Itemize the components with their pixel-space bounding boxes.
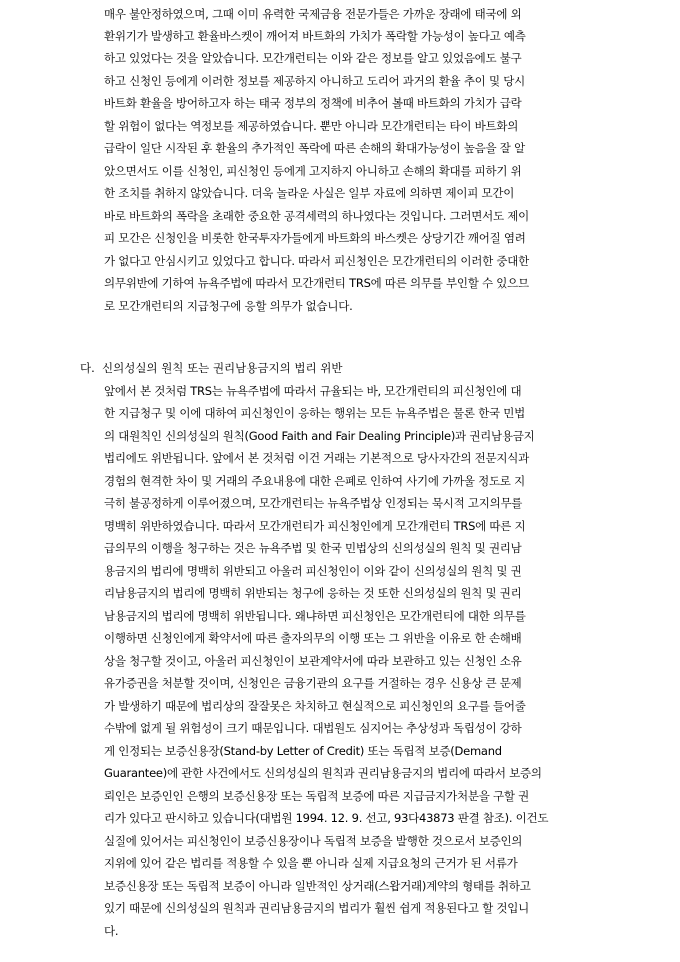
text-line: 보증신용장 또는 독립적 보증이 아니라 일반적인 상거래(스왑거래)계약의 형태를 취하고 bbox=[104, 879, 531, 893]
text-line: 극히 불공정하게 이루어졌으며, 모간개런티는 뉴욕주법상 인정되는 묵시적 고지의무를 bbox=[104, 496, 523, 510]
text-line: 한 지급청구 및 이에 대하여 피신청인이 응하는 행위는 모든 뉴욕주법은 물론 한국 민법 bbox=[104, 406, 525, 420]
text-line: 피 모간은 신청인을 비롯한 한국투자가들에게 바트화의 바스켓은 상당기간 깨어질 염려 bbox=[104, 231, 526, 245]
text-line: 법리에도 위반됩니다. 앞에서 본 것처럼 이건 거래는 기본적으로 당사자간의 전문지식과 bbox=[104, 451, 529, 465]
text-line: 남용금지의 법리에 명백히 위반됩니다. 왜냐하면 피신청인은 모간개런티에 대한 의무를 bbox=[104, 609, 526, 623]
text-line: 로 모간개런티의 지급청구에 응할 의무가 없습니다. bbox=[104, 299, 353, 313]
text-line: 할 위험이 없다는 역정보를 제공하였습니다. 뿐만 아니라 모간개런티는 타이 바트화의 bbox=[104, 119, 519, 133]
text-line: 앞에서 본 것처럼 TRS는 뉴욕주법에 따라서 규율되는 바, 모간개런티의 피신청인에 대 bbox=[104, 384, 522, 398]
text-line: 이행하면 신청인에게 확약서에 따른 출자의무의 이행 또는 그 위반을 이유로 한 손해배 bbox=[104, 631, 522, 645]
text-line: 바트화 환율을 방어하고자 하는 태국 정부의 정책에 비추어 볼때 바트화의 가치가 급락 bbox=[104, 96, 522, 110]
text-line: 수밖에 없게 될 위험성이 크기 때문입니다. 대법원도 심지어는 추상성과 독립성이 강하 bbox=[104, 721, 522, 735]
section-marker: 다. bbox=[80, 361, 95, 375]
text-line: 가 없다고 안심시키고 있었다고 합니다. 따라서 피신청인은 모간개런티의 이러한 중대한 bbox=[104, 254, 529, 268]
text-line: 명백히 위반하였습니다. 따라서 모간개런티가 피신청인에게 모간개런티 TRS에 따른 지 bbox=[104, 519, 526, 533]
text-line: 하고 있었다는 것을 알았습니다. 모간개런티는 이와 같은 정보를 알고 있었음에도 불구 bbox=[104, 51, 522, 65]
text-line: 았으면서도 이를 신청인, 피신청인 등에게 고지하지 아니하고 손해의 확대를 피하기 위 bbox=[104, 164, 522, 178]
text-line: 하고 신청인 등에게 이러한 정보를 제공하지 아니하고 도리어 과거의 환율 추이 및 당시 bbox=[104, 74, 525, 88]
text-line: 바로 바트화의 폭락을 초래한 중요한 공격세력의 하나였다는 것입니다. 그러면서도 제이 bbox=[104, 209, 529, 223]
text-line: 상을 청구할 것이고, 아울러 피신청인이 보관계약서에 따라 보관하고 있는 신청인 소유 bbox=[104, 654, 522, 668]
text-line: 게 인정되는 보증신용장(Stand-by Letter of Credit) 또는 독립적 보증(Demand bbox=[104, 744, 502, 758]
text-line: 환위기가 발생하고 환율바스켓이 깨어져 바트화의 가치가 폭락할 가능성이 높다고 예측 bbox=[104, 29, 526, 43]
text-line: 경험의 현격한 차이 및 거래의 주요내용에 대한 은폐로 인하여 사기에 가까울 정도로 지 bbox=[104, 474, 525, 488]
text-line: 유가증권을 처분할 것이며, 신청인은 금융기관의 요구를 거절하는 경우 신용상 큰 문제 bbox=[104, 676, 522, 690]
text-line: 리남용금지의 법리에 명백히 위반되는 청구에 응하는 것 또한 신의성실의 원칙 및 권리 bbox=[104, 586, 522, 600]
text-line: 용금지의 법리에 명백히 위반되고 아울러 피신청인이 이와 같이 신의성실의 원칙 및 권 bbox=[104, 564, 522, 578]
text-line: 다. bbox=[104, 924, 119, 938]
text-line: 가 발생하기 때문에 법리상의 잘잘못은 차치하고 현실적으로 피신청인의 요구를 들어줄 bbox=[104, 699, 526, 713]
text-line: 뢰인은 보증인인 은행의 보증신용장 또는 독립적 보증에 따른 지급금지가처분을 구할 권 bbox=[104, 789, 529, 803]
text-line: 의무위반에 기하여 뉴욕주법에 따라서 모간개런티 TRS에 따른 의무를 부인할 수 있으므 bbox=[104, 276, 529, 290]
text-line: 매우 불안정하였으며, 그때 이미 유력한 국제금융 전문가들은 가까운 장래에 태국에 외 bbox=[104, 7, 522, 21]
text-line: 있기 때문에 신의성실의 원칙과 권리남용금지의 법리가 훨씬 쉽게 적용된다고 할 것입니 bbox=[104, 901, 529, 915]
text-line: 리가 있다고 판시하고 있습니다(대법원 1994. 12. 9. 선고, 93다43873 판결 참조). 이건도 bbox=[104, 811, 549, 825]
text-line: 실질에 있어서는 피신청인이 보증신용장이나 독립적 보증을 발행한 것으로서 보증인의 bbox=[104, 834, 523, 848]
section-title: 신의성실의 원칙 또는 권리남용금지의 법리 위반 bbox=[102, 361, 343, 375]
text-line: 급의무의 이행을 청구하는 것은 뉴욕주법 및 한국 민법상의 신의성실의 원칙 및 권리남 bbox=[104, 541, 522, 555]
text-line: 한 조치를 취하지 않았습니다. 더욱 놀라운 사실은 일부 자료에 의하면 제이피 모간이 bbox=[104, 186, 515, 200]
text-line: 지위에 있어 같은 법리를 적용할 수 있을 뿐 아니라 실제 지급요청의 근거가 된 서류가 bbox=[104, 856, 518, 870]
text-line: 급락이 일단 시작된 후 환율의 추가적인 폭락에 따른 손해의 확대가능성이 높음을 잘 알 bbox=[104, 141, 525, 155]
text-line: Guarantee)에 관한 사건에서도 신의성실의 원칙과 권리남용금지의 법리에 따라서 보증의 bbox=[104, 766, 542, 780]
text-line: 의 대원칙인 신의성실의 원칙(Good Faith and Fair Dealing Principle)과 권리남용금지 bbox=[104, 429, 535, 443]
section-heading bbox=[80, 357, 342, 379]
